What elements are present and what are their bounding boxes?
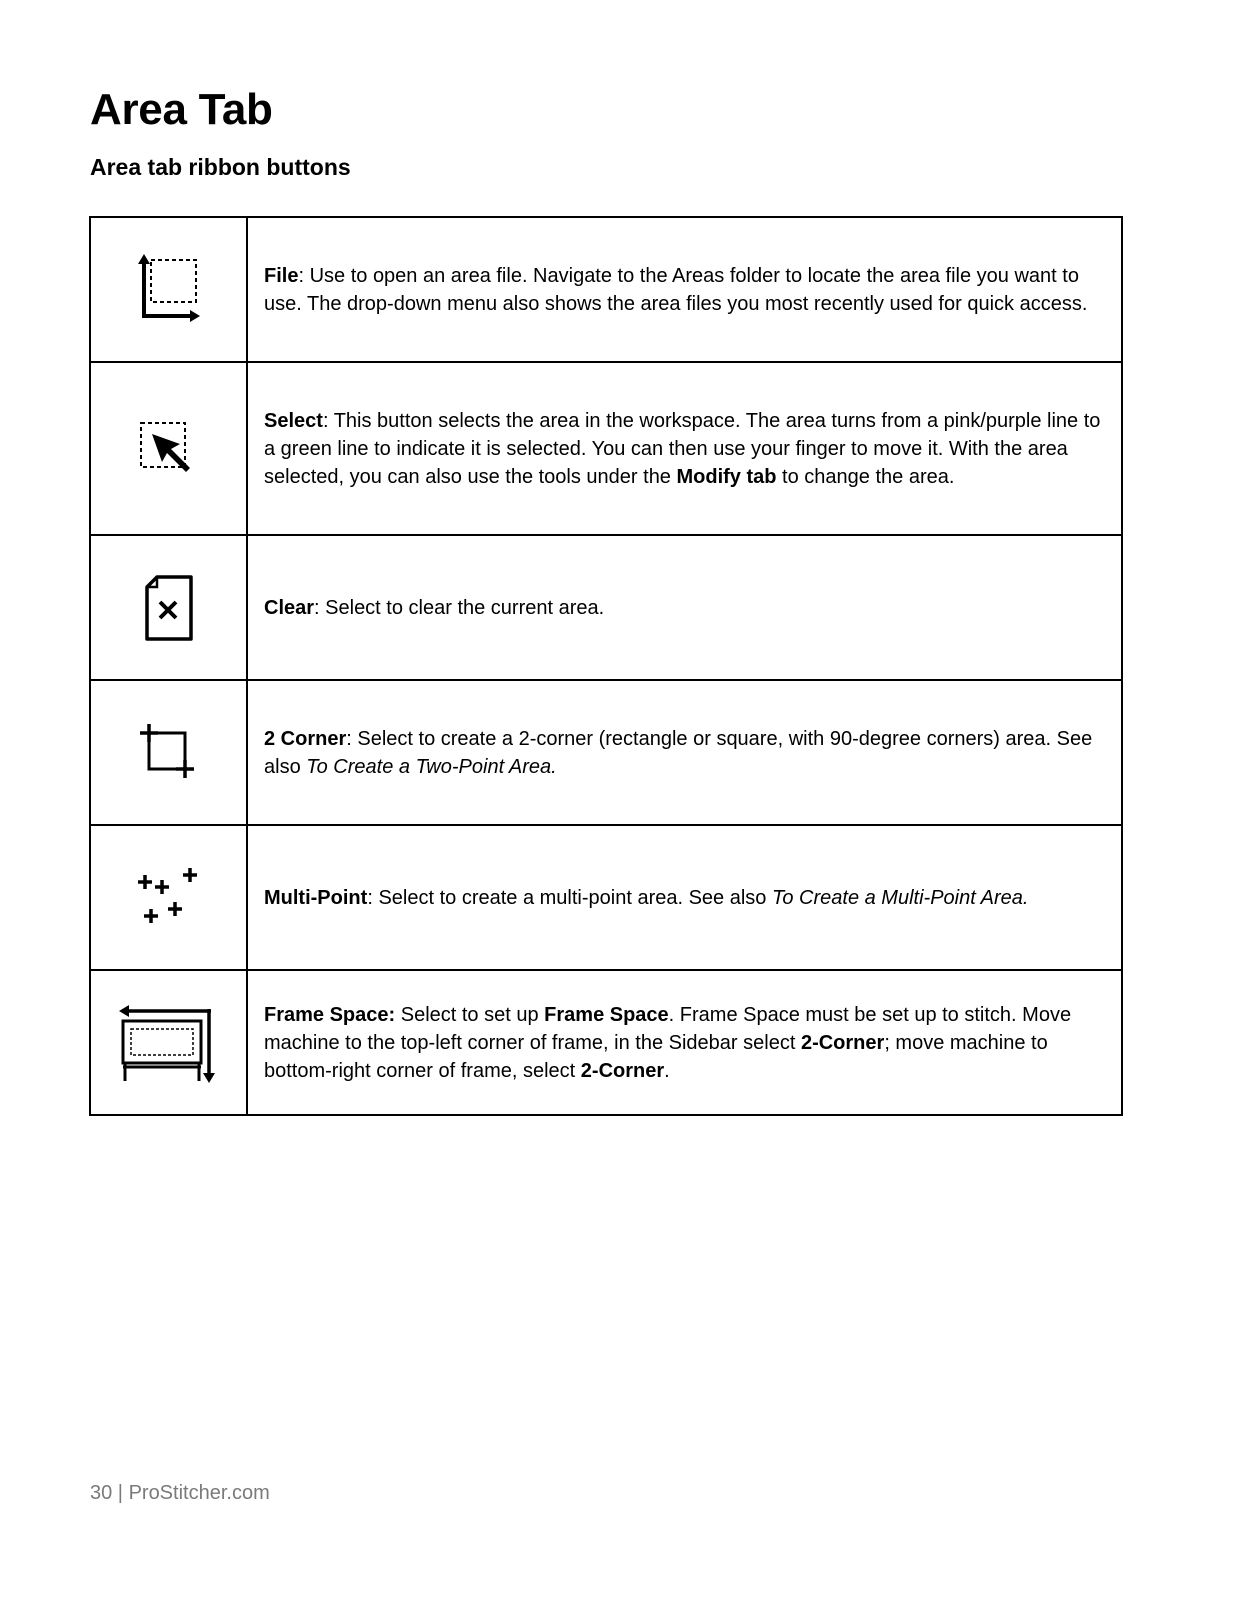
button-description-end: . xyxy=(664,1059,670,1082)
button-name: Frame Space: xyxy=(264,1003,396,1026)
table-row-select xyxy=(90,362,1122,535)
page-subtitle: Area tab ribbon buttons xyxy=(90,154,351,180)
description-cell xyxy=(247,362,1122,535)
footer-separator: | xyxy=(112,1482,129,1504)
multi-point-icon xyxy=(134,866,204,930)
page-footer xyxy=(90,1480,270,1506)
button-name: Multi-Point xyxy=(264,886,368,909)
icon-cell xyxy=(90,680,247,825)
table-row-2-corner xyxy=(90,680,1122,825)
frame-space-icon xyxy=(119,1003,219,1083)
table-row-file xyxy=(90,217,1122,362)
button-name: 2 Corner xyxy=(264,727,347,750)
frame-space-reference: Frame Space xyxy=(544,1003,669,1026)
button-name: Clear xyxy=(264,596,315,619)
two-corner-reference: 2-Corner xyxy=(800,1031,885,1054)
description-cell xyxy=(247,217,1122,362)
modify-tab-reference: Modify tab xyxy=(676,465,777,488)
button-description: Select to create a 2-corner (rectangle or square, with 90-degree corners) area. See also xyxy=(264,727,1093,778)
area-file-icon xyxy=(134,254,204,326)
button-description: Select to set up xyxy=(395,1003,545,1026)
table-row-frame-space xyxy=(90,970,1122,1115)
icon-cell xyxy=(90,970,247,1115)
separator: : xyxy=(346,727,358,750)
cross-reference: To Create a Multi-Point Area. xyxy=(771,886,1029,909)
separator: : xyxy=(298,264,310,287)
button-description-end: to change the area. xyxy=(776,465,955,488)
button-description: Select to clear the current area. xyxy=(325,596,605,619)
icon-cell xyxy=(90,362,247,535)
cross-reference: To Create a Two-Point Area. xyxy=(306,755,557,778)
select-area-icon xyxy=(138,418,200,480)
page-number: 30 xyxy=(90,1482,113,1504)
button-description: This button selects the area in the workspace. The area turns from a pink/purple line to a green line to indicate it is selected. You can then use your finger to move it. With the area selected, you can also use the tools under the xyxy=(264,409,1101,488)
clear-area-icon xyxy=(143,574,195,642)
description-cell xyxy=(247,535,1122,680)
button-name: Select xyxy=(264,409,323,432)
icon-cell xyxy=(90,217,247,362)
ribbon-buttons-table xyxy=(89,216,1123,1116)
footer-site: ProStitcher.com xyxy=(128,1482,270,1504)
button-description: Use to open an area file. Navigate to the Areas folder to locate the area file you want to use. The drop-down menu also shows the area files you most recently used for quick access. xyxy=(264,264,1088,315)
table-row-clear xyxy=(90,535,1122,680)
description-cell xyxy=(247,825,1122,970)
button-description: Select to create a multi-point area. See also xyxy=(378,886,772,909)
icon-cell xyxy=(90,535,247,680)
table-row-multi-point xyxy=(90,825,1122,970)
description-cell xyxy=(247,680,1122,825)
separator: : xyxy=(314,596,326,619)
button-description-mid: . Frame Space must be set up to stitch. Move machine to the top-left corner of frame, in the Sidebar select xyxy=(264,1003,1072,1054)
page-title: Area Tab xyxy=(90,85,273,134)
two-corner-reference: 2-Corner xyxy=(580,1059,665,1082)
two-corner-icon xyxy=(139,723,199,783)
separator: : xyxy=(367,886,379,909)
button-description-mid2: ; move machine to bottom-right corner of frame, select xyxy=(264,1031,1048,1082)
icon-cell xyxy=(90,825,247,970)
separator: : xyxy=(322,409,334,432)
description-cell xyxy=(247,970,1122,1115)
button-name: File xyxy=(264,264,299,287)
